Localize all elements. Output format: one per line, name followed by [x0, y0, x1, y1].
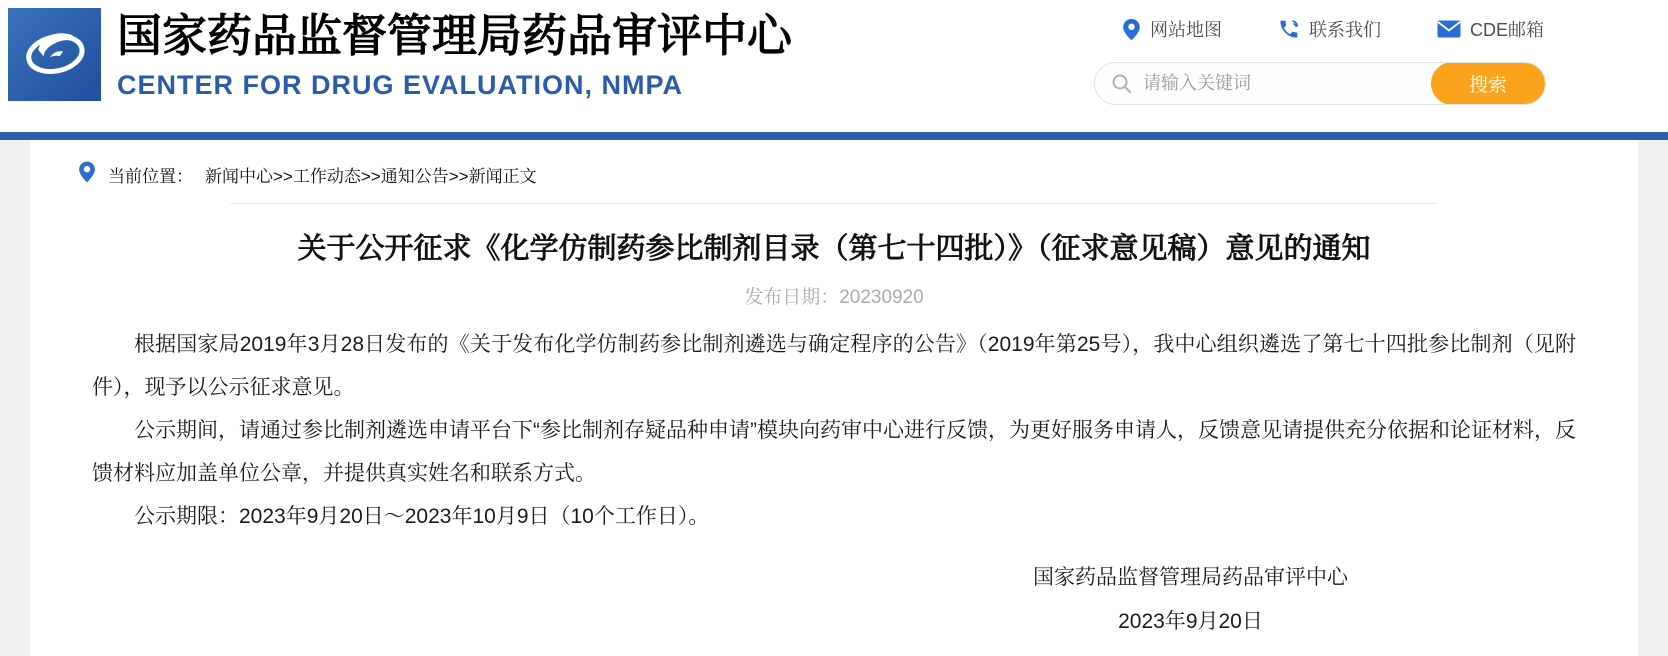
site-title-en: CENTER FOR DRUG EVALUATION, NMPA	[117, 70, 683, 100]
paragraph-3: 公示期限：2023年9月20日～2023年10月9日（10个工作日）。	[134, 505, 710, 528]
signature-block	[1033, 556, 1348, 644]
nav-contact-us[interactable]	[1278, 16, 1381, 42]
breadcrumb	[30, 160, 1638, 189]
publish-date: 发布日期：20230920	[744, 287, 924, 308]
site-title-cn: 国家药品监督管理局药品审评中心	[117, 10, 793, 61]
nav-site-map[interactable]	[1122, 16, 1222, 42]
site-header	[0, 0, 1668, 132]
phone-icon	[1278, 18, 1300, 40]
breadcrumb-path[interactable]: 新闻中心>>工作动态>>通知公告>>新闻正文	[205, 167, 537, 186]
article	[30, 230, 1638, 644]
signature-date: 2023年9月20日	[1118, 610, 1263, 633]
nav-cde-mailbox[interactable]	[1437, 16, 1544, 42]
signature-org: 国家药品监督管理局药品审评中心	[1033, 566, 1348, 589]
breadcrumb-divider	[230, 203, 1438, 204]
breadcrumb-pin-icon	[78, 160, 96, 189]
breadcrumb-prefix: 当前位置：	[108, 167, 193, 186]
search-bar	[1094, 62, 1546, 105]
nav-cde-mailbox-label: CDE邮箱	[1469, 20, 1544, 40]
article-title: 关于公开征求《化学仿制药参比制剂目录（第七十四批）》（征求意见稿）意见的通知	[297, 233, 1371, 265]
site-logo[interactable]	[8, 8, 101, 101]
nav-site-map-label: 网站地图	[1150, 20, 1222, 40]
content-panel	[30, 140, 1638, 656]
mail-icon	[1437, 20, 1461, 38]
header-right	[1094, 12, 1546, 105]
article-body	[92, 323, 1576, 538]
header-divider-bar	[0, 132, 1668, 140]
search-button[interactable]: 搜索	[1431, 62, 1545, 105]
location-pin-icon	[1122, 18, 1141, 41]
paragraph-2: 公示期间，请通过参比制剂遴选申请平台下“参比制剂存疑品种申请”模块向药审中心进行反馈，为更好服务申请人，反馈意见请提供充分依据和论证材料，反馈材料应加盖单位公章，并提供真实姓名和联系方式。	[92, 419, 1576, 485]
top-nav	[1094, 12, 1546, 42]
main-wrap	[0, 140, 1668, 656]
search-input[interactable]	[1133, 73, 1431, 94]
search-icon	[1111, 73, 1133, 95]
cde-swirl-logo-icon	[19, 16, 91, 93]
nav-contact-us-label: 联系我们	[1308, 20, 1381, 40]
paragraph-1: 根据国家局2019年3月28日发布的《关于发布化学仿制药参比制剂遴选与确定程序的公告》（2019年第25号），我中心组织遴选了第七十四批参比制剂（见附件），现予以公示征求意见。	[92, 333, 1576, 399]
site-title-block	[117, 10, 792, 101]
